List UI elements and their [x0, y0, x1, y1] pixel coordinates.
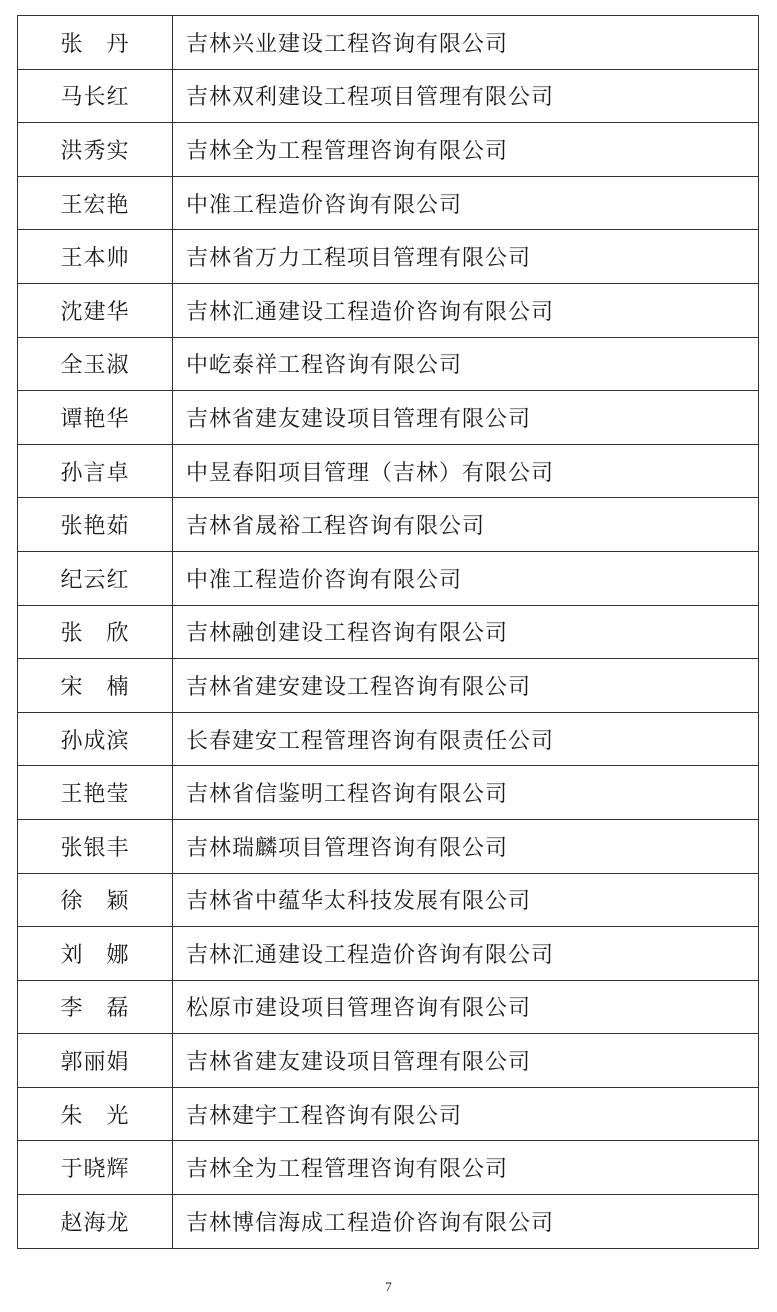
person-name-cell: 宋 楠 — [18, 659, 173, 713]
company-name-cell: 吉林融创建设工程咨询有限公司 — [173, 605, 759, 659]
table-row — [18, 230, 759, 284]
person-name-cell: 朱 光 — [18, 1087, 173, 1141]
table-row — [18, 766, 759, 820]
company-name-cell: 中昱春阳项目管理（吉林）有限公司 — [173, 444, 759, 498]
company-name-cell: 吉林汇通建设工程造价咨询有限公司 — [173, 927, 759, 981]
table-row — [18, 712, 759, 766]
table-row — [18, 659, 759, 713]
table-row — [18, 1087, 759, 1141]
person-name-cell: 于晓辉 — [18, 1141, 173, 1195]
person-name-cell: 王艳莹 — [18, 766, 173, 820]
company-name-cell: 吉林瑞麟项目管理咨询有限公司 — [173, 819, 759, 873]
person-name-cell: 沈建华 — [18, 283, 173, 337]
company-name-cell: 中屹泰祥工程咨询有限公司 — [173, 337, 759, 391]
table-row — [18, 16, 759, 70]
table-row — [18, 444, 759, 498]
person-name-cell: 王本帅 — [18, 230, 173, 284]
company-name-cell: 吉林全为工程管理咨询有限公司 — [173, 1141, 759, 1195]
person-name-cell: 马长红 — [18, 69, 173, 123]
table-row — [18, 337, 759, 391]
table-row — [18, 819, 759, 873]
person-name-cell: 张 丹 — [18, 16, 173, 70]
company-name-cell: 吉林双利建设工程项目管理有限公司 — [173, 69, 759, 123]
company-name-cell: 长春建安工程管理咨询有限责任公司 — [173, 712, 759, 766]
table-body — [18, 16, 759, 1249]
company-name-cell: 松原市建设项目管理咨询有限公司 — [173, 980, 759, 1034]
table-row — [18, 123, 759, 177]
table-row — [18, 283, 759, 337]
person-name-cell: 刘 娜 — [18, 927, 173, 981]
company-name-cell: 吉林省万力工程项目管理有限公司 — [173, 230, 759, 284]
company-name-cell: 中准工程造价咨询有限公司 — [173, 176, 759, 230]
table-row — [18, 498, 759, 552]
person-name-cell: 纪云红 — [18, 551, 173, 605]
person-name-cell: 徐 颖 — [18, 873, 173, 927]
company-name-cell: 吉林省信鉴明工程咨询有限公司 — [173, 766, 759, 820]
company-name-cell: 吉林汇通建设工程造价咨询有限公司 — [173, 283, 759, 337]
table-row — [18, 605, 759, 659]
company-name-cell: 吉林博信海成工程造价咨询有限公司 — [173, 1195, 759, 1249]
person-name-cell: 赵海龙 — [18, 1195, 173, 1249]
page-number: 7 — [385, 1279, 392, 1294]
name-company-table — [17, 15, 759, 1249]
person-name-cell: 王宏艳 — [18, 176, 173, 230]
company-name-cell: 吉林建宇工程咨询有限公司 — [173, 1087, 759, 1141]
company-name-cell: 吉林省晟裕工程咨询有限公司 — [173, 498, 759, 552]
table-row — [18, 551, 759, 605]
company-name-cell: 吉林兴业建设工程咨询有限公司 — [173, 16, 759, 70]
company-name-cell: 吉林全为工程管理咨询有限公司 — [173, 123, 759, 177]
person-name-cell: 张艳茹 — [18, 498, 173, 552]
table-row — [18, 391, 759, 445]
company-name-cell: 中准工程造价咨询有限公司 — [173, 551, 759, 605]
person-name-cell: 郭丽娟 — [18, 1034, 173, 1088]
table-row — [18, 873, 759, 927]
person-name-cell: 孙言卓 — [18, 444, 173, 498]
table-row — [18, 980, 759, 1034]
table-row — [18, 927, 759, 981]
company-name-cell: 吉林省建友建设项目管理有限公司 — [173, 1034, 759, 1088]
table-row — [18, 69, 759, 123]
person-name-cell: 洪秀实 — [18, 123, 173, 177]
person-name-cell: 孙成滨 — [18, 712, 173, 766]
person-name-cell: 李 磊 — [18, 980, 173, 1034]
person-name-cell: 谭艳华 — [18, 391, 173, 445]
company-name-cell: 吉林省中蕴华太科技发展有限公司 — [173, 873, 759, 927]
table-row — [18, 1034, 759, 1088]
table-row — [18, 1141, 759, 1195]
person-name-cell: 全玉淑 — [18, 337, 173, 391]
person-name-cell: 张 欣 — [18, 605, 173, 659]
person-name-cell: 张银丰 — [18, 819, 173, 873]
table-row — [18, 1195, 759, 1249]
company-name-cell: 吉林省建安建设工程咨询有限公司 — [173, 659, 759, 713]
table-row — [18, 176, 759, 230]
company-name-cell: 吉林省建友建设项目管理有限公司 — [173, 391, 759, 445]
